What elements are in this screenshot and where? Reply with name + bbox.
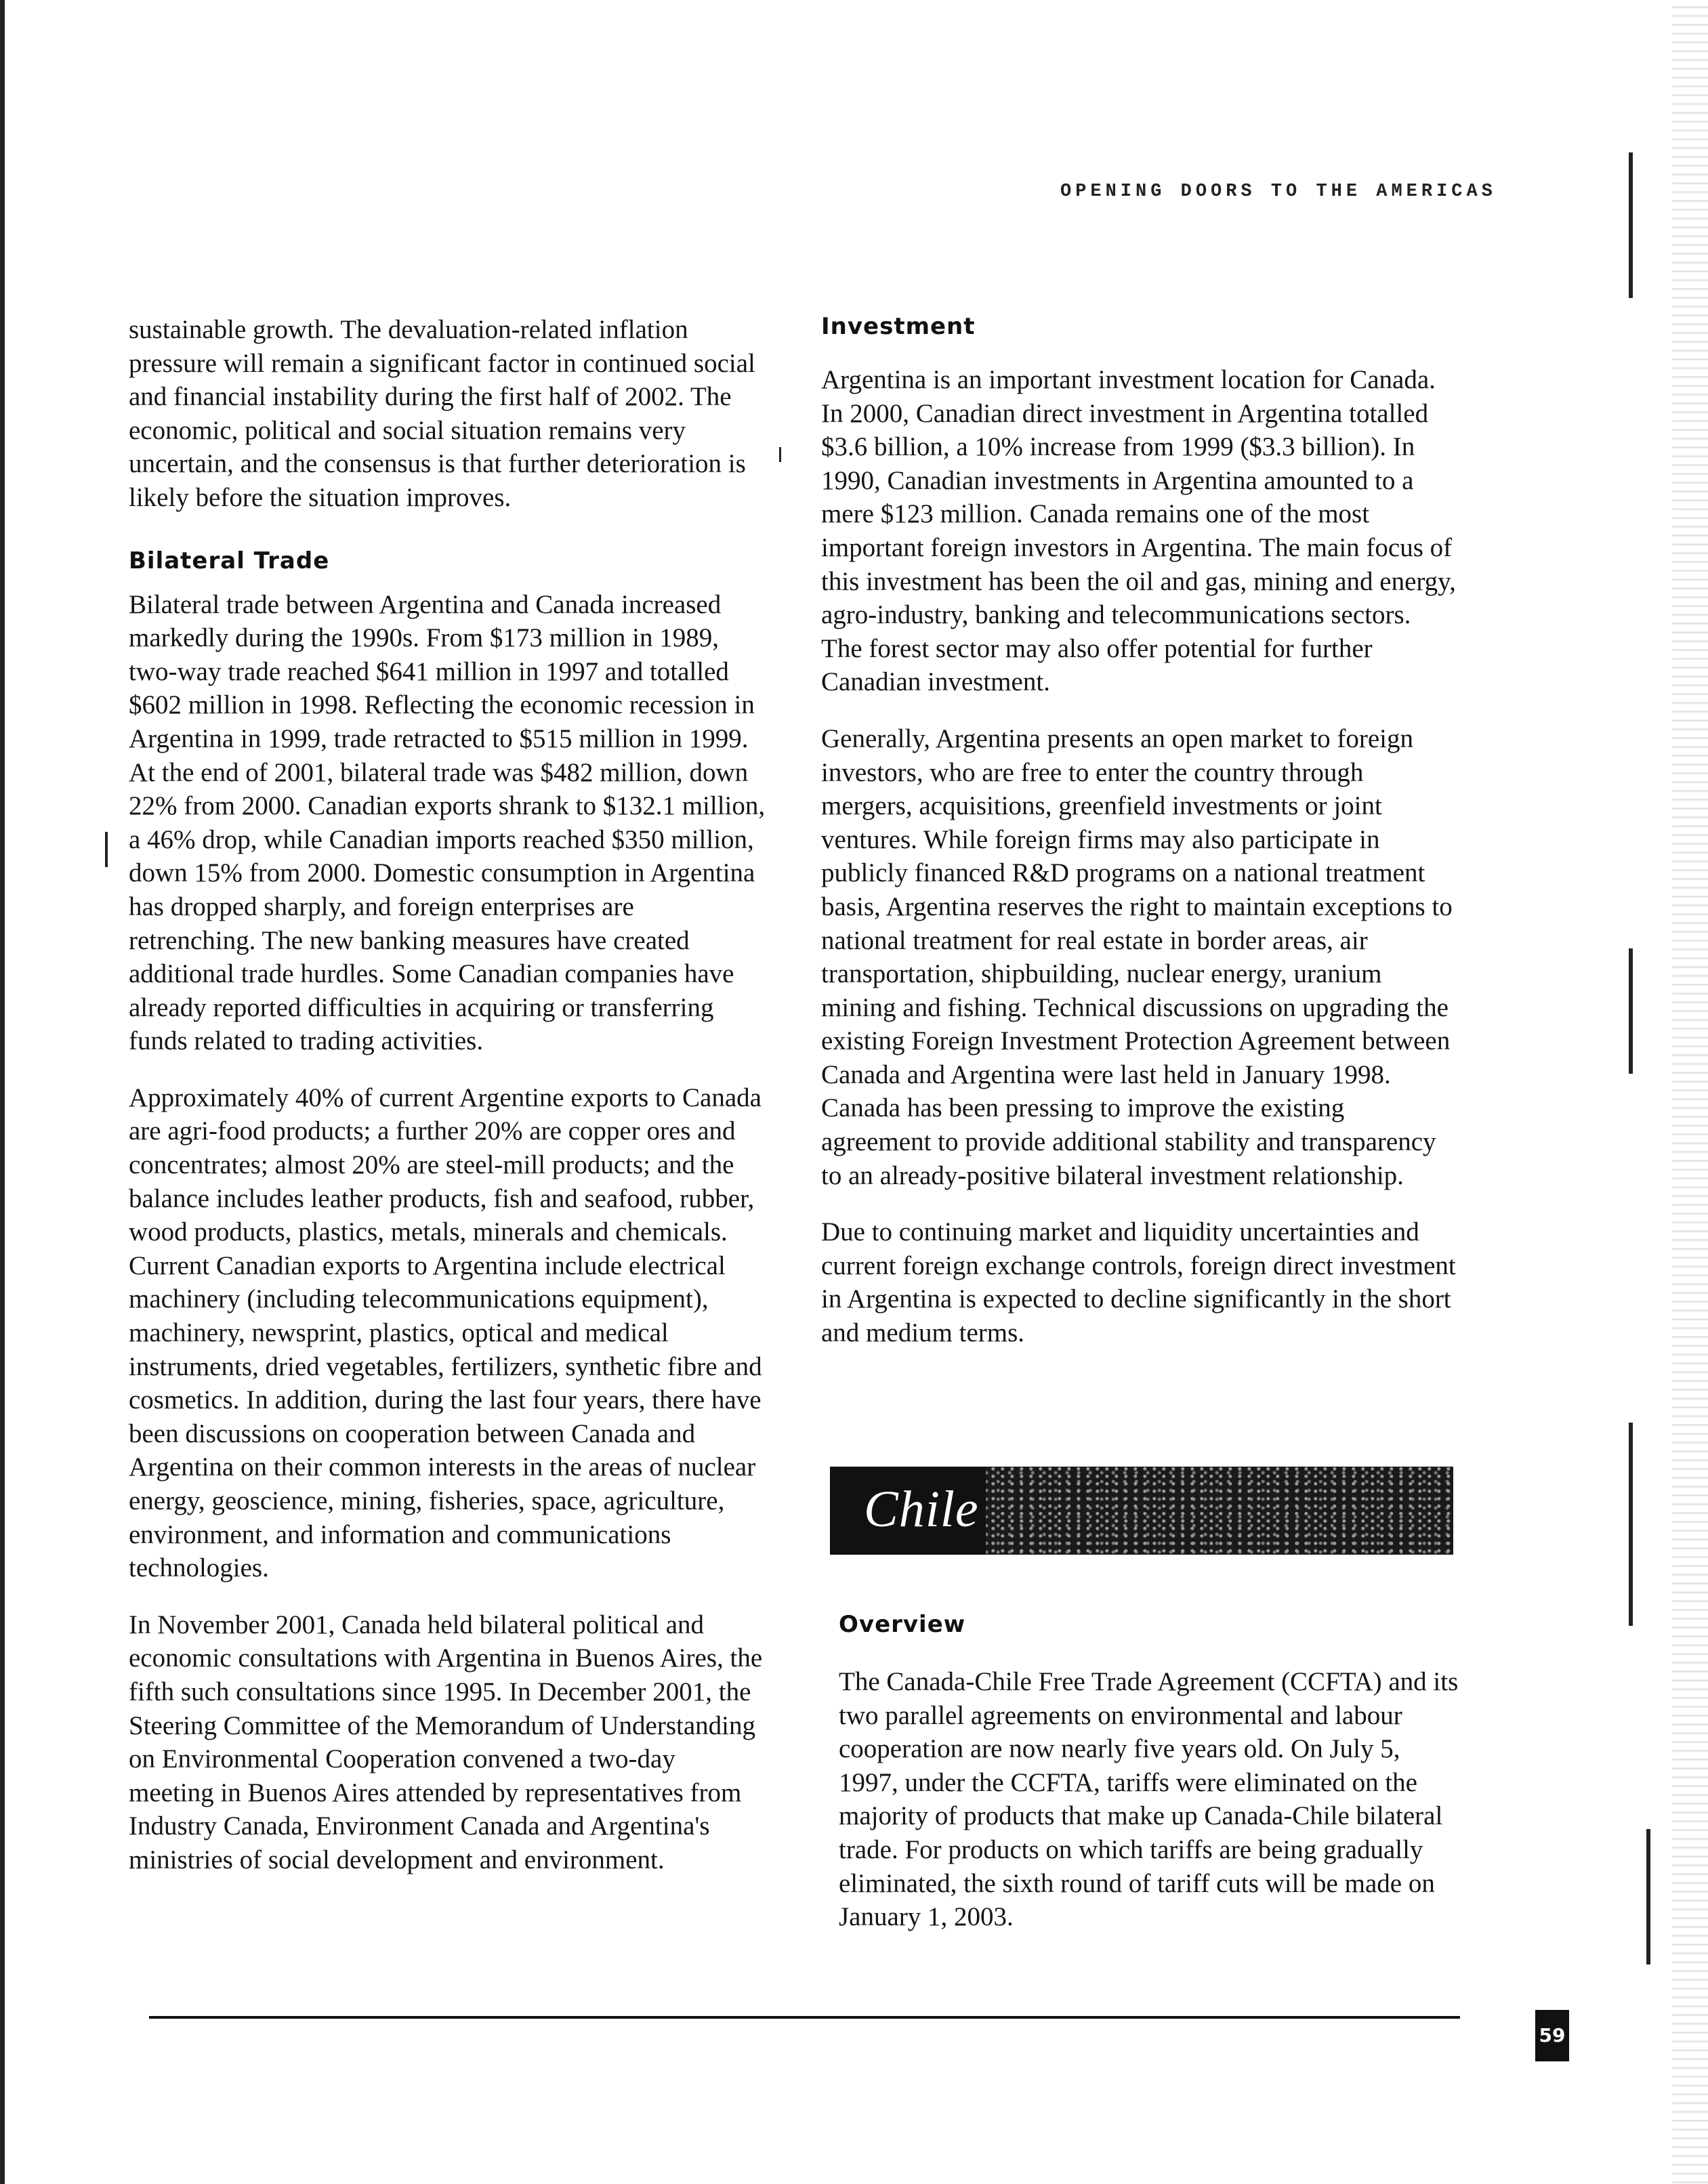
bilateral-trade-heading: Bilateral Trade	[129, 547, 330, 574]
scan-mark	[1646, 1829, 1650, 1965]
scan-mark	[1629, 1423, 1633, 1626]
scan-edge-right	[1672, 0, 1708, 2184]
left-column	[129, 313, 766, 1900]
page-number: 59	[1535, 2010, 1569, 2061]
footer-rule	[149, 2016, 1460, 2019]
right-column	[821, 313, 1458, 1373]
investment-paragraph: Generally, Argentina presents an open market to foreign investors, who are free to enter the country through mergers, acquisitions, greenfield investments or joint ventures. While foreign firms may also participate in publicly financed R&D programs on a national treatment basis, Argentina reserves the right to maintain exceptions to national treatment for real estate in border areas, air transportation, shipbuilding, nuclear energy, uranium mining and fishing. Technical discussions on upgrading the existing Foreign Investment Protection Agreement between Canada and Argentina were last held in January 1998. Canada has been pressing to improve the existing agreement to provide additional stability and transparency to an already-positive bilateral investment relationship.	[821, 723, 1453, 1190]
scan-mark	[1629, 152, 1633, 298]
bilateral-trade-paragraph: In November 2001, Canada held bilateral political and economic consultations with Argentina in Buenos Aires, the fifth such consultations since 1995. In December 2001, the Steering Committee of the Memorandum of Understanding on Environmental Cooperation convened a two-day meeting in Buenos Aires attended by representatives from Industry Canada, Environment Canada and Argentina's ministries of social development and environment.	[129, 1610, 763, 1874]
scan-speck	[779, 447, 781, 462]
section-band	[830, 1467, 1453, 1555]
overview-paragraph: The Canada-Chile Free Trade Agreement (CCFTA) and its two parallel agreements on environmental and labour cooperation are now nearly five years old. On July 5, 1997, under the CCFTA, tariffs were eliminated on the majority of products that make up Canada-Chile bilateral trade. For products on which tariffs are being gradually eliminated, the sixth round of tariff cuts will be made on January 1, 2003.	[839, 1667, 1459, 1932]
change-bar	[105, 832, 108, 867]
investment-heading: Investment	[821, 313, 976, 340]
investment-paragraph: Argentina is an important investment location for Canada. In 2000, Canadian direct investment in Argentina totalled $3.6 billion, a 10% increase from 1999 ($3.3 billion). In 1990, Canadian investments in Argentina amounted to a mere $123 million. Canada remains one of the most important foreign investors in Argentina. The main focus of this investment has been the oil and gas, mining and energy, agro-industry, banking and telecommunications sectors. The forest sector may also offer potential for further Canadian investment.	[821, 365, 1456, 697]
overview-heading: Overview	[839, 1611, 966, 1638]
section-band-title: Chile	[864, 1481, 979, 1538]
bilateral-trade-paragraph: Bilateral trade between Argentina and Canada increased markedly during the 1990s. From $173 million in 1989, two-way trade reached $641 million in 1997 and totalled $602 million in 1998. Reflecting the economic recession in Argentina in 1999, trade retracted to $515 million in 1999. At the end of 2001, bilateral trade was $482 million, down 22% from 2000. Canadian exports shrank to $132.1 million, a 46% drop, while Canadian imports reached $350 million, down 15% from 2000. Domestic consumption in Argentina has dropped sharply, and foreign enterprises are retrenching. The new banking measures have created additional trade hurdles. Some Canadian companies have already reported difficulties in acquiring or transferring funds related to trading activities.	[129, 589, 766, 1056]
scan-edge-left	[0, 0, 5, 2184]
bilateral-trade-paragraph: Approximately 40% of current Argentine exports to Canada are agri-food products; a further 20% are copper ores and concentrates; almost 20% are steel-mill products; and the balance includes leather products, fish and seafood, rubber, wood products, plastics, metals, minerals and chemicals. Current Canadian exports to Argentina include electrical machinery (including telecommunications equipment), machinery, newsprint, plastics, optical and medical instruments, dried vegetables, fertilizers, synthetic fibre and cosmetics. In addition, during the last four years, there have been discussions on cooperation between Canada and Argentina on their common interests in the areas of nuclear energy, geoscience, mining, fisheries, space, agriculture, environment, and information and communications technologies.	[129, 1083, 762, 1583]
intro-paragraph: sustainable growth. The devaluation-related inflation pressure will remain a significant factor in continued social and financial instability during the first half of 2002. The economic, political and social situation remains very uncertain, and the consensus is that further deterioration is likely before the situation improves.	[129, 315, 755, 512]
scan-mark	[1629, 948, 1633, 1074]
overview-section	[839, 1611, 1462, 1957]
investment-paragraph: Due to continuing market and liquidity uncertainties and current foreign exchange controls, foreign direct investment in Argentina is expected to decline significantly in the short and medium terms.	[821, 1217, 1456, 1348]
running-head: OPENING DOORS TO THE AMERICAS	[1060, 182, 1497, 202]
